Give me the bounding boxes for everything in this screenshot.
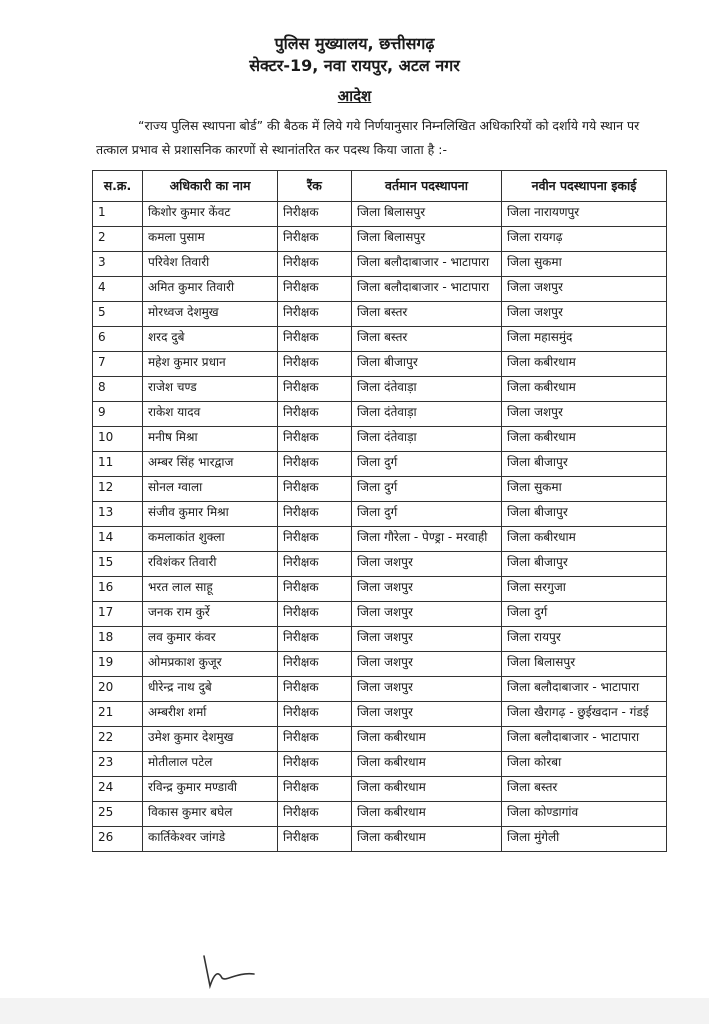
order-title <box>0 86 709 106</box>
table-row <box>93 552 667 577</box>
header-address: सेक्टर-19, नवा रायपुर, अटल नगर <box>249 56 460 75</box>
cell-officer-name: मोरध्वज देशमुख <box>143 302 278 327</box>
cell-officer-name: राकेश यादव <box>143 402 278 427</box>
table-row <box>93 227 667 252</box>
cell-officer-name: भरत लाल साहू <box>143 577 278 602</box>
cell-officer-name: मोतीलाल पटेल <box>143 752 278 777</box>
cell-serial: 21 <box>93 702 143 727</box>
cell-current-posting: जिला बिलासपुर <box>352 227 502 252</box>
cell-new-posting: जिला सुकमा <box>502 252 667 277</box>
cell-serial: 22 <box>93 727 143 752</box>
cell-new-posting: जिला रायपुर <box>502 627 667 652</box>
cell-new-posting: जिला कबीरधाम <box>502 352 667 377</box>
cell-serial: 3 <box>93 252 143 277</box>
cell-current-posting: जिला दुर्ग <box>352 502 502 527</box>
cell-rank: निरीक्षक <box>278 352 352 377</box>
cell-current-posting: जिला जशपुर <box>352 552 502 577</box>
cell-new-posting: जिला बीजापुर <box>502 552 667 577</box>
table-row <box>93 627 667 652</box>
cell-officer-name: अमित कुमार तिवारी <box>143 277 278 302</box>
cell-serial: 13 <box>93 502 143 527</box>
table-row <box>93 727 667 752</box>
cell-officer-name: महेश कुमार प्रधान <box>143 352 278 377</box>
cell-officer-name: रविशंकर तिवारी <box>143 552 278 577</box>
table-row <box>93 402 667 427</box>
table-row <box>93 527 667 552</box>
cell-rank: निरीक्षक <box>278 577 352 602</box>
table-row <box>93 277 667 302</box>
column-header-name: अधिकारी का नाम <box>143 171 278 202</box>
cell-serial: 24 <box>93 777 143 802</box>
cell-rank: निरीक्षक <box>278 602 352 627</box>
column-header-serial: स.क्र. <box>93 171 143 202</box>
cell-officer-name: रविन्द्र कुमार मण्डावी <box>143 777 278 802</box>
cell-serial: 4 <box>93 277 143 302</box>
cell-rank: निरीक्षक <box>278 452 352 477</box>
cell-rank: निरीक्षक <box>278 477 352 502</box>
table-header-row <box>93 171 667 202</box>
cell-officer-name: कमलाकांत शुक्ला <box>143 527 278 552</box>
cell-current-posting: जिला कबीरधाम <box>352 827 502 852</box>
table-row <box>93 652 667 677</box>
table-row <box>93 202 667 227</box>
table-row <box>93 477 667 502</box>
table-row <box>93 702 667 727</box>
page-bottom-strip <box>0 998 709 1024</box>
column-header-rank: रैंक <box>278 171 352 202</box>
cell-current-posting: जिला गौरेला - पेण्ड्रा - मरवाही <box>352 527 502 552</box>
cell-new-posting: जिला बीजापुर <box>502 502 667 527</box>
cell-rank: निरीक्षक <box>278 752 352 777</box>
cell-serial: 11 <box>93 452 143 477</box>
cell-officer-name: मनीष मिश्रा <box>143 427 278 452</box>
cell-new-posting: जिला रायगढ़ <box>502 227 667 252</box>
table-row <box>93 752 667 777</box>
cell-rank: निरीक्षक <box>278 427 352 452</box>
cell-serial: 2 <box>93 227 143 252</box>
cell-officer-name: उमेश कुमार देशमुख <box>143 727 278 752</box>
cell-officer-name: विकास कुमार बघेल <box>143 802 278 827</box>
table-row <box>93 327 667 352</box>
cell-officer-name: राजेश चण्ड <box>143 377 278 402</box>
cell-current-posting: जिला कबीरधाम <box>352 752 502 777</box>
cell-new-posting: जिला सरगुजा <box>502 577 667 602</box>
table-row <box>93 577 667 602</box>
cell-new-posting: जिला महासमुंद <box>502 327 667 352</box>
cell-officer-name: सोनल ग्वाला <box>143 477 278 502</box>
cell-new-posting: जिला कबीरधाम <box>502 427 667 452</box>
cell-serial: 10 <box>93 427 143 452</box>
cell-current-posting: जिला कबीरधाम <box>352 777 502 802</box>
table-row <box>93 602 667 627</box>
cell-rank: निरीक्षक <box>278 277 352 302</box>
table-row <box>93 777 667 802</box>
cell-officer-name: जनक राम कुर्रे <box>143 602 278 627</box>
table-row <box>93 827 667 852</box>
table-row <box>93 802 667 827</box>
table-row <box>93 452 667 477</box>
table-row <box>93 427 667 452</box>
cell-rank: निरीक्षक <box>278 627 352 652</box>
cell-rank: निरीक्षक <box>278 702 352 727</box>
table-row <box>93 302 667 327</box>
cell-current-posting: जिला बलौदाबाजार - भाटापारा <box>352 252 502 277</box>
cell-new-posting: जिला बीजापुर <box>502 452 667 477</box>
cell-officer-name: अम्बरीश शर्मा <box>143 702 278 727</box>
cell-rank: निरीक्षक <box>278 227 352 252</box>
cell-new-posting: जिला नारायणपुर <box>502 202 667 227</box>
cell-current-posting: जिला दंतेवाड़ा <box>352 427 502 452</box>
cell-new-posting: जिला बिलासपुर <box>502 652 667 677</box>
table-row <box>93 352 667 377</box>
cell-rank: निरीक्षक <box>278 727 352 752</box>
cell-new-posting: जिला कबीरधाम <box>502 527 667 552</box>
cell-serial: 14 <box>93 527 143 552</box>
cell-officer-name: संजीव कुमार मिश्रा <box>143 502 278 527</box>
cell-new-posting: जिला जशपुर <box>502 402 667 427</box>
cell-officer-name: ओमप्रकाश कुजूर <box>143 652 278 677</box>
signature-mark <box>196 952 266 992</box>
cell-new-posting: जिला बस्तर <box>502 777 667 802</box>
cell-serial: 8 <box>93 377 143 402</box>
cell-current-posting: जिला कबीरधाम <box>352 802 502 827</box>
cell-rank: निरीक्षक <box>278 802 352 827</box>
column-header-new-posting: नवीन पदस्थापना इकाई <box>502 171 667 202</box>
cell-rank: निरीक्षक <box>278 377 352 402</box>
table-row <box>93 502 667 527</box>
cell-officer-name: शरद दुबे <box>143 327 278 352</box>
cell-new-posting: जिला कोण्डागांव <box>502 802 667 827</box>
cell-current-posting: जिला बलौदाबाजार - भाटापारा <box>352 277 502 302</box>
cell-rank: निरीक्षक <box>278 502 352 527</box>
cell-serial: 7 <box>93 352 143 377</box>
cell-new-posting: जिला जशपुर <box>502 277 667 302</box>
table-row <box>93 252 667 277</box>
cell-rank: निरीक्षक <box>278 777 352 802</box>
cell-new-posting: जिला कोरबा <box>502 752 667 777</box>
intro-paragraph: “राज्य पुलिस स्थापना बोर्ड” की बैठक में लिये गये निर्णयानुसार निम्नलिखित अधिकारियों को दर्शाये गये स्थान पर तत्काल प्रभाव से प्रशासनिक कारणों से स्थानांतरित कर पदस्थ किया जाता है :- <box>96 118 640 157</box>
cell-current-posting: जिला जशपुर <box>352 677 502 702</box>
cell-current-posting: जिला दंतेवाड़ा <box>352 402 502 427</box>
cell-serial: 17 <box>93 602 143 627</box>
order-title-text: आदेश <box>337 87 372 105</box>
cell-serial: 1 <box>93 202 143 227</box>
header-office-name: पुलिस मुख्यालय, छत्तीसगढ़ <box>274 34 435 53</box>
cell-rank: निरीक्षक <box>278 677 352 702</box>
cell-current-posting: जिला जशपुर <box>352 652 502 677</box>
cell-rank: निरीक्षक <box>278 552 352 577</box>
cell-officer-name: किशोर कुमार केंवट <box>143 202 278 227</box>
cell-serial: 25 <box>93 802 143 827</box>
cell-current-posting: जिला जशपुर <box>352 577 502 602</box>
cell-officer-name: धीरेन्द्र नाथ दुबे <box>143 677 278 702</box>
cell-current-posting: जिला जशपुर <box>352 627 502 652</box>
cell-current-posting: जिला बिलासपुर <box>352 202 502 227</box>
cell-serial: 12 <box>93 477 143 502</box>
cell-officer-name: परिवेश तिवारी <box>143 252 278 277</box>
cell-new-posting: जिला मुंगेली <box>502 827 667 852</box>
cell-rank: निरीक्षक <box>278 327 352 352</box>
cell-officer-name: अम्बर सिंह भारद्वाज <box>143 452 278 477</box>
cell-officer-name: कमला पुसाम <box>143 227 278 252</box>
cell-current-posting: जिला जशपुर <box>352 602 502 627</box>
cell-new-posting: जिला बलौदाबाजार - भाटापारा <box>502 677 667 702</box>
cell-new-posting: जिला दुर्ग <box>502 602 667 627</box>
cell-serial: 16 <box>93 577 143 602</box>
column-header-current-posting: वर्तमान पदस्थापना <box>352 171 502 202</box>
cell-officer-name: कार्तिकेश्वर जांगडे <box>143 827 278 852</box>
transfer-table <box>92 170 667 852</box>
cell-new-posting: जिला जशपुर <box>502 302 667 327</box>
cell-current-posting: जिला दुर्ग <box>352 452 502 477</box>
cell-officer-name: लव कुमार कंवर <box>143 627 278 652</box>
cell-serial: 9 <box>93 402 143 427</box>
cell-new-posting: जिला बलौदाबाजार - भाटापारा <box>502 727 667 752</box>
cell-current-posting: जिला जशपुर <box>352 702 502 727</box>
cell-rank: निरीक्षक <box>278 302 352 327</box>
cell-serial: 19 <box>93 652 143 677</box>
cell-current-posting: जिला बस्तर <box>352 302 502 327</box>
cell-rank: निरीक्षक <box>278 652 352 677</box>
cell-current-posting: जिला कबीरधाम <box>352 727 502 752</box>
table-body <box>93 202 667 852</box>
cell-rank: निरीक्षक <box>278 402 352 427</box>
cell-new-posting: जिला सुकमा <box>502 477 667 502</box>
cell-serial: 18 <box>93 627 143 652</box>
cell-rank: निरीक्षक <box>278 527 352 552</box>
cell-new-posting: जिला खैरागढ़ - छुईखदान - गंडई <box>502 702 667 727</box>
cell-serial: 6 <box>93 327 143 352</box>
cell-serial: 15 <box>93 552 143 577</box>
table-row <box>93 677 667 702</box>
cell-serial: 26 <box>93 827 143 852</box>
cell-current-posting: जिला बीजापुर <box>352 352 502 377</box>
cell-serial: 5 <box>93 302 143 327</box>
cell-rank: निरीक्षक <box>278 202 352 227</box>
table-row <box>93 377 667 402</box>
cell-current-posting: जिला दंतेवाड़ा <box>352 377 502 402</box>
cell-serial: 23 <box>93 752 143 777</box>
cell-current-posting: जिला बस्तर <box>352 327 502 352</box>
cell-current-posting: जिला दुर्ग <box>352 477 502 502</box>
cell-rank: निरीक्षक <box>278 252 352 277</box>
cell-serial: 20 <box>93 677 143 702</box>
cell-new-posting: जिला कबीरधाम <box>502 377 667 402</box>
cell-rank: निरीक्षक <box>278 827 352 852</box>
